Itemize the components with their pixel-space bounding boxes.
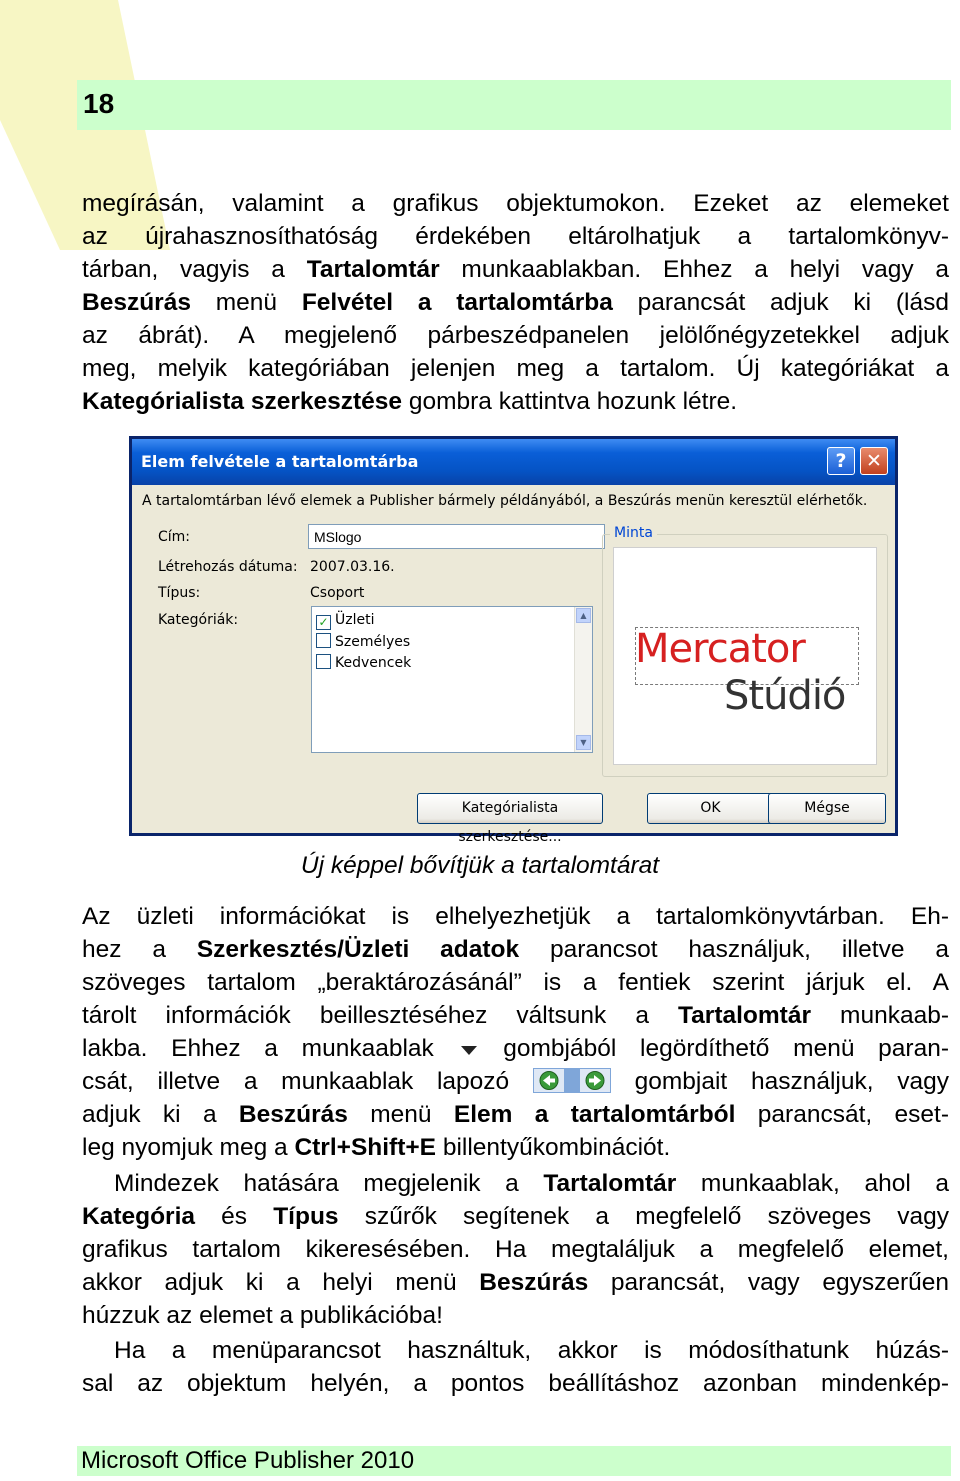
text-run: és (195, 1203, 274, 1230)
paragraph-1 (82, 187, 949, 418)
text-line (82, 319, 949, 352)
text-run: leg nyomjuk meg a (82, 1134, 295, 1161)
preview-group (602, 534, 888, 777)
bold-term: Beszúrás (82, 289, 191, 316)
category-item-kedvencek[interactable] (316, 654, 411, 671)
text-run: gombra kattintva hozunk létre. (402, 388, 738, 415)
text-line (82, 1233, 949, 1266)
dropdown-arrow-icon (458, 1043, 480, 1057)
scroll-up-icon[interactable]: ▲ (576, 608, 591, 623)
text-run: Ha a menüparancsot használtuk, akkor is módosíthatunk húzás- (114, 1337, 949, 1364)
category-item-szemelyes[interactable] (316, 633, 410, 650)
text-line (82, 1131, 949, 1164)
text-run: grafikus tartalom kikeresésében. Ha megtaláljuk a megfelelő elemet, (82, 1236, 949, 1263)
text-run: akkor adjuk ki a helyi menü (82, 1269, 480, 1296)
text-line (82, 1367, 949, 1400)
checkbox-icon[interactable] (316, 633, 331, 648)
text-line (82, 1334, 949, 1367)
text-run: sal az objektum helyén, a pontos beállításhoz azonban mindenkép- (82, 1370, 949, 1397)
text-line (82, 1299, 949, 1332)
page-number: 18 (83, 88, 115, 119)
dialog-intro-text: A tartalomtárban lévő elemek a Publisher bármely példányából, a Beszúrás menün keresztül elérhetők. (142, 493, 868, 509)
text-run: menü (347, 1101, 454, 1128)
text-line (82, 220, 949, 253)
cancel-button[interactable]: Mégse (768, 793, 886, 824)
text-run: billentyűkombinációt. (436, 1134, 671, 1161)
add-to-content-library-dialog (129, 436, 898, 845)
text-line (82, 1200, 949, 1233)
scroll-down-icon[interactable]: ▼ (576, 735, 591, 750)
text-run: az ábrát). A megjelenő párbeszédpanelen jelölőnégyzetekkel adjuk (82, 322, 949, 349)
preview-label: Minta (610, 525, 657, 541)
text-line (82, 1065, 949, 1098)
text-run: húzzuk az elemet a publikációba! (82, 1302, 443, 1329)
text-run: az újrahasznosíthatóság érdekében eltárolhatjuk a tartalomkönyv- (82, 223, 949, 250)
text-run: Mindezek hatására megjelenik a (114, 1170, 544, 1197)
text-line (82, 900, 949, 933)
bold-term: Felvétel a tartalomtárba (301, 289, 613, 316)
text-line (82, 1098, 949, 1131)
category-scrollbar[interactable] (574, 607, 592, 752)
bold-term: Beszúrás (238, 1101, 348, 1128)
footer-text: Microsoft Office Publisher 2010 (81, 1447, 415, 1474)
text-line (82, 1167, 949, 1200)
bold-term: Típus (273, 1203, 339, 1230)
title-label: Cím: (158, 529, 191, 545)
text-run: gombjait használjuk, vagy (610, 1068, 949, 1095)
text-run: menü (190, 289, 302, 316)
text-line (82, 352, 949, 385)
page-footer (77, 1446, 951, 1476)
preview-box (613, 547, 877, 765)
dialog-titlebar (132, 439, 895, 485)
figure-caption: Új képpel bővítjük a tartalomtárat (300, 852, 660, 879)
category-label: Üzleti (335, 612, 375, 628)
bold-term: Elem a tartalomtárból (453, 1101, 736, 1128)
created-value: 2007.03.16. (310, 559, 395, 575)
close-button[interactable]: ✕ (860, 447, 888, 475)
ok-button[interactable]: OK (647, 793, 774, 824)
text-run: megírásán, valamint a grafikus objektumokon. Ezeket az elemeket (82, 190, 949, 217)
text-line (82, 286, 949, 319)
text-run: tárban, vagyis a (82, 256, 307, 283)
dialog-title: Elem felvétele a tartalomtárba (141, 452, 419, 471)
bold-term: Tartalomtár (678, 1002, 811, 1029)
type-value: Csoport (310, 585, 365, 601)
text-line (82, 999, 949, 1032)
page-header (77, 80, 951, 130)
text-line (82, 1032, 949, 1065)
category-label: Kedvencek (335, 655, 412, 671)
text-line (82, 933, 949, 966)
text-run: meg, melyik kategóriában jelenjen meg a tartalom. Új kategóriákat a (82, 355, 949, 382)
checkbox-icon[interactable] (316, 654, 331, 669)
text-line (82, 385, 949, 418)
paragraph-2 (82, 900, 949, 1164)
text-run: parancsát, eset- (735, 1101, 950, 1128)
text-run: adjuk ki a (82, 1101, 239, 1128)
paragraph-3 (82, 1167, 949, 1332)
text-run: parancsát adjuk ki (lásd (612, 289, 949, 316)
category-item-uzleti[interactable] (316, 612, 374, 630)
paragraph-4 (82, 1334, 949, 1400)
text-run: csát, illetve a munkaablak lapozó (82, 1068, 533, 1095)
text-run: tárolt információk beillesztéséhez váltsunk a (82, 1002, 679, 1029)
category-label: Személyes (335, 634, 411, 650)
text-run: lakba. Ehhez a munkaablak (82, 1035, 458, 1062)
text-run: munkaablak, ahol a (676, 1170, 949, 1197)
text-run: munkaablakban. Ehhez a helyi vagy a (439, 256, 949, 283)
help-button[interactable]: ? (827, 447, 855, 475)
text-line (82, 187, 949, 220)
bold-term: Szerkesztés/Üzleti adatok (196, 936, 520, 963)
text-run: gombjából legördíthető menü paran- (479, 1035, 949, 1062)
text-run: szöveges tartalom „beraktározásánál” is a fentiek szerint járjuk el. A (82, 969, 949, 996)
text-line (82, 253, 949, 286)
categories-label: Kategóriák: (158, 612, 239, 628)
bold-term: Tartalomtár (543, 1170, 677, 1197)
bold-term: Kategórialista szerkesztése (82, 388, 403, 415)
title-input[interactable] (308, 524, 605, 549)
bold-term: Kategória (82, 1203, 196, 1230)
logo-text-line-2: Stúdió (724, 673, 846, 719)
edit-category-list-button[interactable]: Kategórialista szerkesztése... (417, 793, 603, 824)
category-list[interactable] (311, 606, 593, 753)
bold-term: Ctrl+Shift+E (294, 1134, 437, 1161)
text-run: szűrők segítenek a megfelelő szöveges vagy (338, 1203, 949, 1230)
text-run: munkaab- (810, 1002, 949, 1029)
nav-arrows-icon (533, 1068, 611, 1093)
type-label: Típus: (158, 585, 201, 601)
checkbox-checked-icon[interactable]: ✓ (316, 615, 331, 630)
text-run: hez a (82, 936, 197, 963)
bold-term: Tartalomtár (306, 256, 440, 283)
text-run: parancsot használjuk, illetve a (519, 936, 949, 963)
logo-text-line-1: Mercator (635, 626, 805, 672)
bold-term: Beszúrás (479, 1269, 589, 1296)
created-label: Létrehozás dátuma: (158, 559, 298, 575)
text-run: parancsát, vagy egyszerűen (588, 1269, 949, 1296)
text-run: Az üzleti információkat is elhelyezhetjük a tartalomkönyvtárban. Eh- (82, 903, 949, 930)
text-line (82, 966, 949, 999)
text-line (82, 1266, 949, 1299)
